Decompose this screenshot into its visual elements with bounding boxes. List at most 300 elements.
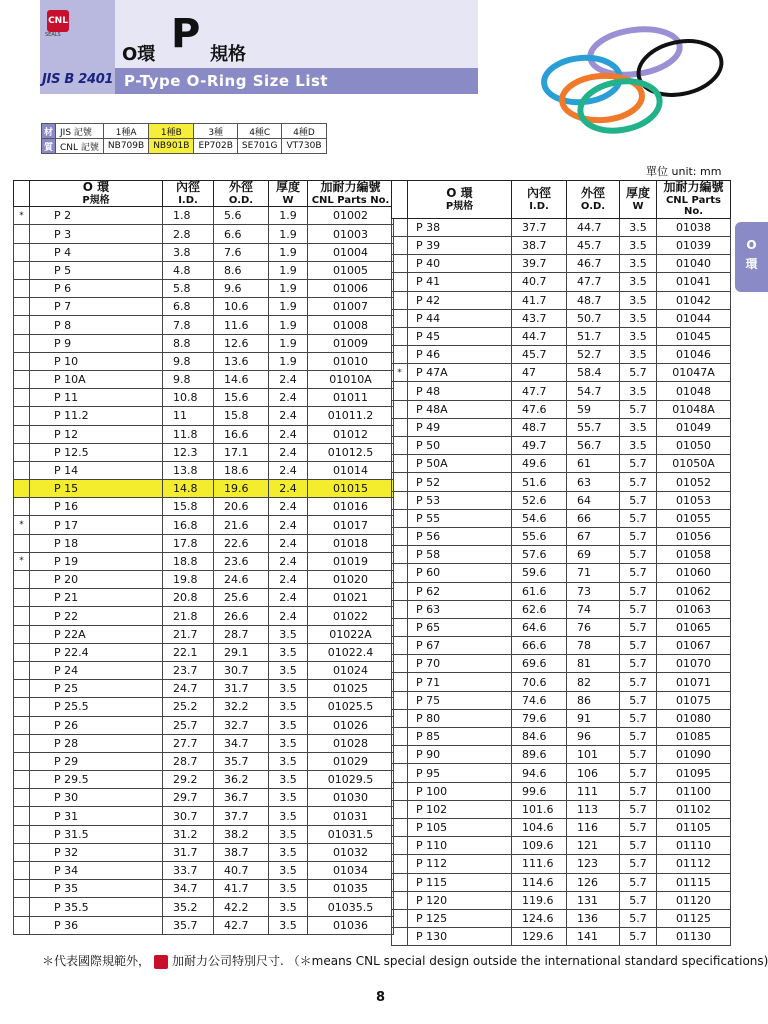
table-row [392, 764, 731, 782]
outer-diameter-cell: 14.6 [214, 370, 269, 388]
table-row [392, 291, 731, 309]
table-row [14, 661, 394, 679]
table-row [14, 843, 394, 861]
outer-diameter-cell: 56.7 [567, 437, 620, 455]
inner-diameter-cell: 101.6 [512, 800, 567, 818]
inner-diameter-cell: 48.7 [512, 418, 567, 436]
table-row [14, 407, 394, 425]
standard-mark-cell [14, 916, 30, 934]
part-number-cell: 01060 [657, 564, 731, 582]
inner-diameter-cell: 114.6 [512, 873, 567, 891]
table-row [392, 346, 731, 364]
width-cell: 1.9 [269, 261, 308, 279]
part-number-cell: 01020 [308, 571, 394, 589]
inner-diameter-cell: 1.8 [163, 207, 214, 225]
table-row [392, 509, 731, 527]
part-number-cell: 01007 [308, 298, 394, 316]
outer-diameter-cell: 136 [567, 909, 620, 927]
outer-diameter-cell: 101 [567, 746, 620, 764]
width-cell: 3.5 [620, 255, 657, 273]
inner-diameter-cell: 94.6 [512, 764, 567, 782]
part-number-cell: 01017 [308, 516, 394, 534]
inner-diameter-cell: 11 [163, 407, 214, 425]
standard-mark-cell [392, 673, 408, 691]
inner-diameter-cell: 31.7 [163, 843, 214, 861]
size-code-cell: P 16 [30, 498, 163, 516]
size-code-cell: P 62 [408, 582, 512, 600]
part-number-cell: 01075 [657, 691, 731, 709]
part-number-cell: 01035.5 [308, 898, 394, 916]
part-number-cell: 01029 [308, 752, 394, 770]
inner-diameter-cell: 70.6 [512, 673, 567, 691]
material-cell: 4種C [237, 124, 282, 139]
table-row [14, 607, 394, 625]
o-rings-illustration [540, 20, 730, 140]
part-number-cell: 01090 [657, 746, 731, 764]
column-header-en: W [632, 200, 644, 212]
size-code-cell: P 56 [408, 527, 512, 545]
standard-mark-cell [14, 280, 30, 298]
width-cell: 5.7 [620, 837, 657, 855]
inner-diameter-cell: 12.3 [163, 443, 214, 461]
inner-diameter-cell: 22.1 [163, 643, 214, 661]
size-code-cell: P 39 [408, 236, 512, 254]
width-cell: 2.4 [269, 425, 308, 443]
standard-mark-cell [14, 498, 30, 516]
material-cell: NB709B [103, 139, 148, 154]
standard-mark-cell [392, 527, 408, 545]
table-row [392, 546, 731, 564]
inner-diameter-cell: 61.6 [512, 582, 567, 600]
outer-diameter-cell: 24.6 [214, 571, 269, 589]
part-number-cell: 01035 [308, 880, 394, 898]
size-code-cell: P 6 [30, 280, 163, 298]
inner-diameter-cell: 3.8 [163, 243, 214, 261]
part-number-cell: 01011.2 [308, 407, 394, 425]
outer-diameter-cell: 106 [567, 764, 620, 782]
outer-diameter-cell: 131 [567, 891, 620, 909]
size-code-cell: P 50 [408, 437, 512, 455]
size-code-cell: P 34 [30, 862, 163, 880]
column-header [163, 181, 214, 207]
inner-diameter-cell: 59.6 [512, 564, 567, 582]
standard-mark-cell [14, 225, 30, 243]
width-cell: 1.9 [269, 243, 308, 261]
part-number-cell: 01003 [308, 225, 394, 243]
table-row [14, 389, 394, 407]
column-header-cn: O 環 [82, 180, 110, 194]
outer-diameter-cell: 28.7 [214, 625, 269, 643]
outer-diameter-cell: 67 [567, 527, 620, 545]
size-code-cell: P 22.4 [30, 643, 163, 661]
size-code-cell: P 28 [30, 734, 163, 752]
inner-diameter-cell: 14.8 [163, 480, 214, 498]
width-cell: 1.9 [269, 298, 308, 316]
table-row [14, 807, 394, 825]
size-code-cell: P 63 [408, 600, 512, 618]
column-header [408, 181, 512, 219]
size-code-cell: P 10 [30, 352, 163, 370]
outer-diameter-cell: 51.7 [567, 327, 620, 345]
size-code-cell: P 115 [408, 873, 512, 891]
part-number-cell: 01080 [657, 709, 731, 727]
outer-diameter-cell: 38.2 [214, 825, 269, 843]
size-code-cell: P 29.5 [30, 771, 163, 789]
standard-mark-cell [14, 407, 30, 425]
outer-diameter-cell: 12.6 [214, 334, 269, 352]
width-cell: 5.7 [620, 491, 657, 509]
size-code-cell: P 12.5 [30, 443, 163, 461]
inner-diameter-cell: 43.7 [512, 309, 567, 327]
standard-mark-cell [392, 437, 408, 455]
material-cell: VT730B [282, 139, 326, 154]
standard-mark-cell [14, 898, 30, 916]
size-code-cell: P 38 [408, 218, 512, 236]
standard-mark-cell [392, 455, 408, 473]
width-cell: 5.7 [620, 564, 657, 582]
outer-diameter-cell: 19.6 [214, 480, 269, 498]
table-row [14, 516, 394, 534]
table-row [14, 207, 394, 225]
page-number: 8 [376, 990, 386, 1005]
inner-diameter-cell: 8.8 [163, 334, 214, 352]
section-tab[interactable] [735, 222, 768, 292]
width-cell: 3.5 [269, 789, 308, 807]
standard-mark-cell [392, 891, 408, 909]
material-cell: CNL 記號 [56, 139, 104, 154]
standard-mark-cell [392, 473, 408, 491]
size-code-cell: P 22A [30, 625, 163, 643]
size-code-cell: P 18 [30, 534, 163, 552]
outer-diameter-cell: 61 [567, 455, 620, 473]
table-row [14, 789, 394, 807]
inner-diameter-cell: 19.8 [163, 571, 214, 589]
standard-mark-cell [392, 273, 408, 291]
outer-diameter-cell: 17.1 [214, 443, 269, 461]
width-cell: 3.5 [620, 327, 657, 345]
outer-diameter-cell: 16.6 [214, 425, 269, 443]
width-cell: 5.7 [620, 618, 657, 636]
part-number-cell: 01022A [308, 625, 394, 643]
width-cell: 3.5 [269, 716, 308, 734]
table-row [392, 618, 731, 636]
width-cell: 5.7 [620, 909, 657, 927]
inner-diameter-cell: 7.8 [163, 316, 214, 334]
standard-mark-cell [14, 461, 30, 479]
width-cell: 5.7 [620, 455, 657, 473]
outer-diameter-cell: 78 [567, 637, 620, 655]
size-code-cell: P 125 [408, 909, 512, 927]
inner-diameter-cell: 27.7 [163, 734, 214, 752]
header-cell-mark [14, 181, 30, 207]
standard-mark-cell [392, 418, 408, 436]
part-number-cell: 01095 [657, 764, 731, 782]
table-row [392, 673, 731, 691]
outer-diameter-cell: 126 [567, 873, 620, 891]
width-cell: 3.5 [269, 843, 308, 861]
standard-mark-cell [14, 789, 30, 807]
material-cell: EP702B [194, 139, 237, 154]
standard-mark-cell [14, 370, 30, 388]
table-row [392, 709, 731, 727]
standard-mark-cell [14, 425, 30, 443]
column-header-cn: 內徑 [526, 185, 551, 200]
size-code-cell: P 65 [408, 618, 512, 636]
table-row [14, 771, 394, 789]
column-header [308, 181, 394, 207]
size-code-cell: P 8 [30, 316, 163, 334]
size-code-cell: P 19 [30, 552, 163, 570]
standard-mark-cell: * [392, 364, 408, 382]
inner-diameter-cell: 124.6 [512, 909, 567, 927]
part-number-cell: 01058 [657, 546, 731, 564]
width-cell: 3.5 [620, 218, 657, 236]
inner-diameter-cell: 84.6 [512, 728, 567, 746]
outer-diameter-cell: 81 [567, 655, 620, 673]
outer-diameter-cell: 58.4 [567, 364, 620, 382]
column-header-en: W [282, 194, 294, 206]
table-row [392, 473, 731, 491]
material-row [42, 124, 327, 139]
outer-diameter-cell: 32.2 [214, 698, 269, 716]
column-header-en: I.D. [529, 200, 549, 212]
width-cell: 3.5 [620, 236, 657, 254]
standard-mark-cell [392, 218, 408, 236]
standard-mark-cell: * [14, 207, 30, 225]
table-row [392, 782, 731, 800]
size-code-cell: P 41 [408, 273, 512, 291]
table-row [14, 752, 394, 770]
footnote-part2: 加耐力公司特別尺寸. （＊means CNL special design outside the international standard specifications) [172, 954, 768, 968]
inner-diameter-cell: 16.8 [163, 516, 214, 534]
standard-mark-cell [14, 298, 30, 316]
size-code-cell: P 55 [408, 509, 512, 527]
table-row [392, 837, 731, 855]
width-cell: 5.7 [620, 673, 657, 691]
outer-diameter-cell: 7.6 [214, 243, 269, 261]
part-number-cell: 01056 [657, 527, 731, 545]
outer-diameter-cell: 29.1 [214, 643, 269, 661]
part-number-cell: 01011 [308, 389, 394, 407]
table-row [14, 734, 394, 752]
inner-diameter-cell: 31.2 [163, 825, 214, 843]
part-number-cell: 01067 [657, 637, 731, 655]
standard-mark-cell [392, 382, 408, 400]
standard-mark-cell [392, 855, 408, 873]
header-title-panel [115, 0, 478, 68]
outer-diameter-cell: 63 [567, 473, 620, 491]
size-code-cell: P 53 [408, 491, 512, 509]
outer-diameter-cell: 32.7 [214, 716, 269, 734]
inner-diameter-cell: 11.8 [163, 425, 214, 443]
standard-mark-cell [392, 509, 408, 527]
width-cell: 5.7 [620, 473, 657, 491]
column-header [214, 181, 269, 207]
width-cell: 2.4 [269, 461, 308, 479]
material-cell: 1種B [149, 124, 194, 139]
part-number-cell: 01030 [308, 789, 394, 807]
part-number-cell: 01010A [308, 370, 394, 388]
table-row [14, 716, 394, 734]
outer-diameter-cell: 76 [567, 618, 620, 636]
standard-mark-cell [14, 825, 30, 843]
inner-diameter-cell: 47 [512, 364, 567, 382]
width-cell: 2.4 [269, 552, 308, 570]
part-number-cell: 01026 [308, 716, 394, 734]
standard-mark-cell [14, 589, 30, 607]
width-cell: 5.7 [620, 400, 657, 418]
size-code-cell: P 71 [408, 673, 512, 691]
part-number-cell: 01102 [657, 800, 731, 818]
table-row [392, 437, 731, 455]
table-row [14, 352, 394, 370]
width-cell: 3.5 [269, 734, 308, 752]
part-number-cell: 01031.5 [308, 825, 394, 843]
outer-diameter-cell: 86 [567, 691, 620, 709]
outer-diameter-cell: 36.2 [214, 771, 269, 789]
standard-mark-cell [392, 491, 408, 509]
width-cell: 5.7 [620, 691, 657, 709]
size-code-cell: P 31.5 [30, 825, 163, 843]
outer-diameter-cell: 40.7 [214, 862, 269, 880]
inner-diameter-cell: 119.6 [512, 891, 567, 909]
table-row [392, 818, 731, 836]
part-number-cell: 01004 [308, 243, 394, 261]
ring-purple [587, 24, 682, 80]
table-row [392, 909, 731, 927]
part-number-cell: 01006 [308, 280, 394, 298]
outer-diameter-cell: 23.6 [214, 552, 269, 570]
standard-mark-cell [392, 291, 408, 309]
width-cell: 2.4 [269, 534, 308, 552]
width-cell: 5.7 [620, 746, 657, 764]
width-cell: 3.5 [269, 880, 308, 898]
outer-diameter-cell: 18.6 [214, 461, 269, 479]
outer-diameter-cell: 21.6 [214, 516, 269, 534]
standard-mark-cell [14, 607, 30, 625]
unit-label: 單位 unit: mm [646, 165, 722, 178]
inner-diameter-cell: 57.6 [512, 546, 567, 564]
outer-diameter-cell: 113 [567, 800, 620, 818]
part-number-cell: 01040 [657, 255, 731, 273]
part-number-cell: 01012 [308, 425, 394, 443]
table-row [14, 698, 394, 716]
width-cell: 2.4 [269, 498, 308, 516]
outer-diameter-cell: 66 [567, 509, 620, 527]
standard-mark-cell [392, 346, 408, 364]
inner-diameter-cell: 111.6 [512, 855, 567, 873]
size-code-cell: P 5 [30, 261, 163, 279]
width-cell: 2.4 [269, 589, 308, 607]
size-code-cell: P 44 [408, 309, 512, 327]
table-row [392, 218, 731, 236]
width-cell: 3.5 [269, 643, 308, 661]
outer-diameter-cell: 54.7 [567, 382, 620, 400]
standard-mark-cell [14, 862, 30, 880]
standard-mark-cell [392, 600, 408, 618]
width-cell: 5.7 [620, 728, 657, 746]
inner-diameter-cell: 10.8 [163, 389, 214, 407]
column-header-cn: 外徑 [580, 185, 605, 200]
outer-diameter-cell: 73 [567, 582, 620, 600]
inner-diameter-cell: 55.6 [512, 527, 567, 545]
width-cell: 5.7 [620, 527, 657, 545]
standard-mark-cell [392, 818, 408, 836]
width-cell: 1.9 [269, 225, 308, 243]
material-cell: 1種A [103, 124, 148, 139]
outer-diameter-cell: 74 [567, 600, 620, 618]
outer-diameter-cell: 22.6 [214, 534, 269, 552]
table-row [14, 334, 394, 352]
width-cell: 5.7 [620, 637, 657, 655]
table-row [392, 800, 731, 818]
size-table-right [391, 180, 731, 946]
part-number-cell: 01042 [657, 291, 731, 309]
size-code-cell: P 45 [408, 327, 512, 345]
inner-diameter-cell: 51.6 [512, 473, 567, 491]
title-letter: P [171, 11, 201, 57]
size-code-cell: P 42 [408, 291, 512, 309]
outer-diameter-cell: 30.7 [214, 661, 269, 679]
inner-diameter-cell: 35.2 [163, 898, 214, 916]
size-code-cell: P 50A [408, 455, 512, 473]
size-code-cell: P 120 [408, 891, 512, 909]
standard-mark-cell [392, 637, 408, 655]
size-code-cell: P 52 [408, 473, 512, 491]
size-code-cell: P 35 [30, 880, 163, 898]
brand-logo-sub: SEALS [45, 32, 61, 38]
width-cell: 2.4 [269, 571, 308, 589]
inner-diameter-cell: 28.7 [163, 752, 214, 770]
outer-diameter-cell: 36.7 [214, 789, 269, 807]
size-code-cell: P 112 [408, 855, 512, 873]
table-row [14, 316, 394, 334]
table-row [392, 691, 731, 709]
width-cell: 5.7 [620, 364, 657, 382]
size-code-cell: P 36 [30, 916, 163, 934]
part-number-cell: 01100 [657, 782, 731, 800]
column-header-cn: 厚度 [625, 185, 650, 200]
standard-mark-cell [14, 880, 30, 898]
outer-diameter-cell: 111 [567, 782, 620, 800]
part-number-cell: 01038 [657, 218, 731, 236]
width-cell: 3.5 [269, 825, 308, 843]
table-row [392, 746, 731, 764]
standard-mark-cell [14, 807, 30, 825]
standard-mark-cell [14, 443, 30, 461]
table-row [392, 400, 731, 418]
standard-mark-cell [392, 764, 408, 782]
standard-mark-cell [14, 843, 30, 861]
part-number-cell: 01014 [308, 461, 394, 479]
inner-diameter-cell: 29.7 [163, 789, 214, 807]
inner-diameter-cell: 13.8 [163, 461, 214, 479]
part-number-cell: 01115 [657, 873, 731, 891]
material-side-label: 質 [42, 139, 56, 154]
size-code-cell: P 67 [408, 637, 512, 655]
part-number-cell: 01029.5 [308, 771, 394, 789]
size-code-cell: P 25 [30, 680, 163, 698]
part-number-cell: 01045 [657, 327, 731, 345]
table-row [14, 370, 394, 388]
table-row [14, 498, 394, 516]
inner-diameter-cell: 47.6 [512, 400, 567, 418]
table-row [14, 589, 394, 607]
standard-mark-cell [392, 709, 408, 727]
outer-diameter-cell: 41.7 [214, 880, 269, 898]
size-code-cell: P 11.2 [30, 407, 163, 425]
width-cell: 5.7 [620, 800, 657, 818]
